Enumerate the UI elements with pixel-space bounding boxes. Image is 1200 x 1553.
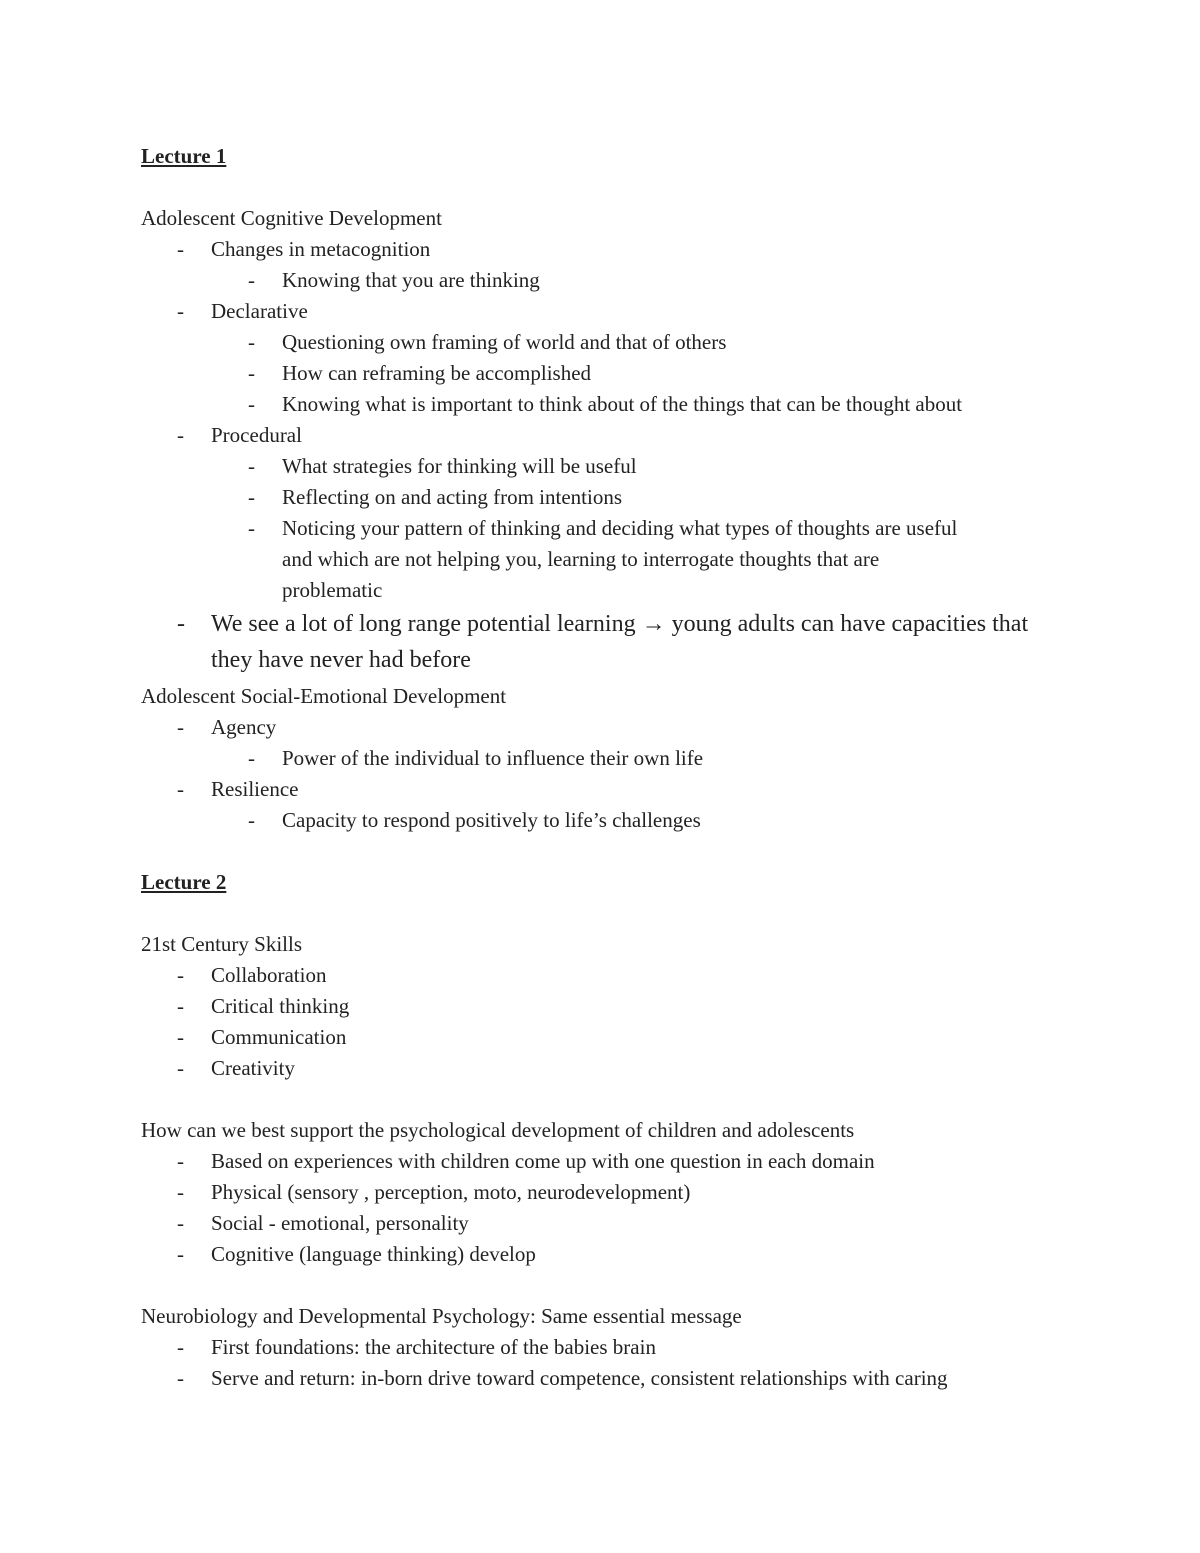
social-emotional-heading: Adolescent Social-Emotional Development — [141, 684, 507, 708]
bullet-dash: - — [177, 715, 184, 739]
bullet-text: and which are not helping you, learning to interrogate thoughts that are — [282, 547, 880, 571]
bullet-dash: - — [177, 1335, 184, 1359]
bullet-text: Knowing what is important to think about of the things that can be thought about — [282, 392, 963, 416]
bullet-text: We see a lot of long range potential learning → young adults can have capacities that — [211, 611, 1029, 637]
bullet-dash: - — [177, 1211, 184, 1235]
bullet-dash: - — [177, 1149, 184, 1173]
bullet-dash: - — [177, 423, 184, 447]
bullet-dash: - — [177, 777, 184, 801]
bullet-text: Procedural — [211, 423, 302, 447]
bullet-text: Cognitive (language thinking) develop — [211, 1242, 536, 1266]
bullet-dash: - — [177, 963, 184, 987]
bullet-dash: - — [248, 485, 255, 509]
bullet-text: Changes in metacognition — [211, 237, 431, 261]
bullet-text: Knowing that you are thinking — [282, 268, 540, 292]
bullet-text: Collaboration — [211, 963, 327, 987]
bullet-text: Declarative — [211, 299, 308, 323]
bullet-text: What strategies for thinking will be useful — [282, 454, 637, 478]
bullet-dash: - — [177, 611, 185, 637]
bullet-dash: - — [177, 1056, 184, 1080]
bullet-text: How can reframing be accomplished — [282, 361, 592, 385]
lecture-2-title: Lecture 2 — [141, 870, 227, 894]
bullet-dash: - — [177, 1366, 184, 1390]
lecture-1-title: Lecture 1 — [141, 144, 227, 168]
bullet-dash: - — [177, 299, 184, 323]
bullet-dash: - — [248, 516, 255, 540]
bullet-text: Power of the individual to influence their own life — [282, 746, 704, 770]
bullet-dash: - — [248, 454, 255, 478]
bullet-text: First foundations: the architecture of the babies brain — [211, 1335, 656, 1359]
bullet-dash: - — [177, 1242, 184, 1266]
bullet-dash: - — [248, 330, 255, 354]
bullet-text: Reflecting on and acting from intentions — [282, 485, 622, 509]
bullet-dash: - — [177, 1025, 184, 1049]
bullet-dash: - — [177, 237, 184, 261]
bullet-text: Questioning own framing of world and that of others — [282, 330, 727, 354]
bullet-text: Physical (sensory , perception, moto, neurodevelopment) — [211, 1180, 691, 1204]
bullet-text: Creativity — [211, 1056, 295, 1080]
bullet-text: Capacity to respond positively to life’s challenges — [282, 808, 701, 832]
bullet-text: Based on experiences with children come up with one question in each domain — [211, 1149, 875, 1173]
bullet-text: Critical thinking — [211, 994, 350, 1018]
neuro-heading: Neurobiology and Developmental Psychology: Same essential message — [141, 1304, 742, 1328]
bullet-dash: - — [248, 808, 255, 832]
skills-heading: 21st Century Skills — [141, 932, 303, 956]
cognitive-development-heading: Adolescent Cognitive Development — [141, 206, 442, 230]
bullet-text: Social - emotional, personality — [211, 1211, 469, 1235]
bullet-dash: - — [248, 361, 255, 385]
bullet-text: Noticing your pattern of thinking and deciding what types of thoughts are useful — [282, 516, 958, 540]
bullet-text: problematic — [282, 578, 383, 602]
bullet-dash: - — [248, 392, 255, 416]
support-heading: How can we best support the psychological development of children and adolescents — [141, 1118, 855, 1142]
bullet-text: Agency — [211, 715, 277, 739]
bullet-text: Communication — [211, 1025, 347, 1049]
bullet-dash: - — [177, 994, 184, 1018]
bullet-dash: - — [248, 268, 255, 292]
bullet-text: Resilience — [211, 777, 299, 801]
bullet-text: Serve and return: in-born drive toward competence, consistent relationships with caring — [211, 1366, 948, 1390]
bullet-dash: - — [177, 1180, 184, 1204]
bullet-dash: - — [248, 746, 255, 770]
bullet-text: they have never had before — [211, 647, 471, 673]
